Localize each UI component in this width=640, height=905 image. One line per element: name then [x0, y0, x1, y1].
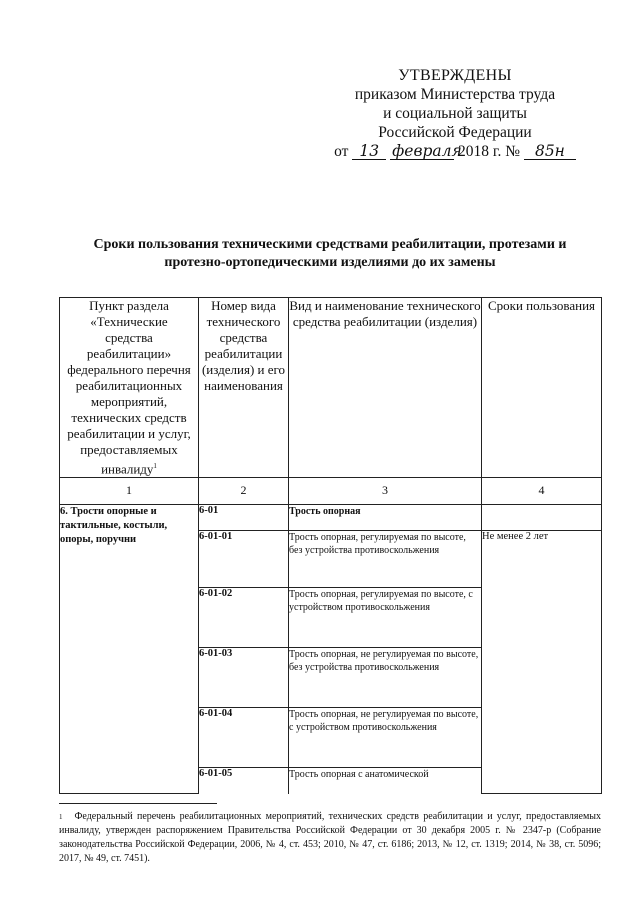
- term-cell-empty: [482, 505, 602, 531]
- header-col-1: Пункт раздела «Технические средства реабилитации» федерального перечня реабилитационных мероприятий, технических средств реабилитации и услуг, предоставляемых инвалиду$^1$: [60, 298, 199, 478]
- code-cell: 6-01-04: [199, 708, 289, 768]
- code-cell: 6-01-03: [199, 648, 289, 708]
- header-col-2: Номер вида технического средства реабилитации (изделия) и его наименования: [199, 298, 289, 478]
- header-col-4: Сроки пользования: [482, 298, 602, 478]
- title-line-2: протезно-ортопедическими изделиями до их замены: [164, 255, 496, 270]
- name-cell: Трость опорная, не регулируемая по высоте, без устройства противоскольжения: [289, 648, 482, 708]
- column-number-row: [60, 478, 602, 505]
- title-line-1: Сроки пользования техническими средствами реабилитации, протезами и: [93, 237, 567, 252]
- code-cell: 6-01-02: [199, 588, 289, 648]
- footnote-ref: 1: [153, 462, 157, 470]
- footnote: [59, 810, 601, 866]
- section-cell: 6. Трости опорные и тактильные, костыли, опоры, поручни: [60, 505, 199, 794]
- term-cell: Не менее 2 лет: [482, 531, 602, 794]
- footnote-mark: 1: [59, 813, 63, 821]
- footnote-divider: [59, 803, 217, 804]
- table-header-row: [60, 298, 602, 478]
- name-cell: Трость опорная с анатомической: [289, 768, 482, 794]
- name-cell: Трость опорная: [289, 505, 482, 531]
- table-row: [60, 505, 602, 531]
- header-col-3: Вид и наименование технического средства реабилитации (изделия): [289, 298, 482, 478]
- name-cell: Трость опорная, не регулируемая по высоте, с устройством противоскольжения: [289, 708, 482, 768]
- name-cell: Трость опорная, регулируемая по высоте, без устройства противоскольжения: [289, 531, 482, 588]
- approval-block: [330, 66, 580, 161]
- column-number: 2: [199, 478, 289, 505]
- document-title: [60, 236, 600, 272]
- name-cell: Трость опорная, регулируемая по высоте, с устройством противоскольжения: [289, 588, 482, 648]
- handwritten-day: 13: [352, 144, 386, 160]
- approval-date-line: [330, 142, 580, 161]
- approval-line-1: приказом Министерства труда: [354, 86, 556, 103]
- handwritten-order-number: 85н: [524, 144, 576, 160]
- column-number: 4: [482, 478, 602, 505]
- code-cell: 6-01-01: [199, 531, 289, 588]
- approval-line-3: Российской Федерации: [378, 124, 532, 141]
- handwritten-month: февраля: [392, 142, 462, 160]
- date-prefix: от: [334, 143, 349, 160]
- code-cell: 6-01: [199, 505, 289, 531]
- column-number: 3: [289, 478, 482, 505]
- approval-line-2: и социальной защиты: [383, 105, 527, 122]
- column-number: 1: [60, 478, 199, 505]
- date-year: 2018 г. №: [458, 143, 521, 160]
- footnote-text: Федеральный перечень реабилитационных мероприятий, технических средств реабилитации и услуг, предоставляемых инвалиду, утвержден распоряжением Правительства Российской Федерации от 30 декабря 2005 г. № 2347-р (Собрание законодательства Российской Федерации, 2006, № 4, ст. 453; 2010, № 47, ст. 6186; 2013, № 12, ст. 1319; 2014, № 38, ст. 5096; 2017, № 49, ст. 7451).: [59, 811, 601, 864]
- terms-table: [59, 297, 602, 794]
- approval-heading: УТВЕРЖДЕНЫ: [398, 67, 512, 84]
- code-cell: 6-01-05: [199, 768, 289, 794]
